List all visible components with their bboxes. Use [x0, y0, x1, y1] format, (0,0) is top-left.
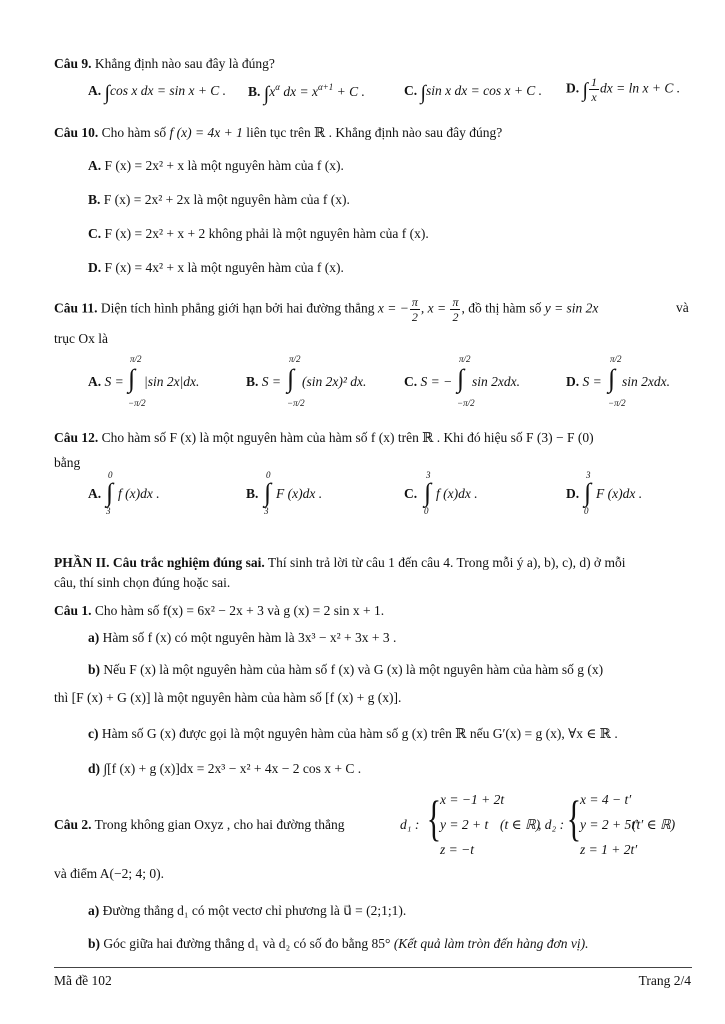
q10-stem: Câu 10. Cho hàm số f (x) = 4x + 1 liên tục trên ℝ . Khẳng định nào sau đây đúng?: [54, 125, 503, 140]
part2-instructions: PHẦN II. Câu trắc nghiệm đúng sai. Thí sinh trả lời từ câu 1 đến câu 4. Trong mỗi ý a), b), c), d) ở mỗi: [54, 555, 626, 570]
q11-d-body: sin 2xdx.: [622, 374, 670, 389]
p2-d1-y: y = 2 + t: [440, 817, 489, 832]
p2-d2-brace: {: [566, 790, 582, 846]
p2-d1-label: d₁ :: [400, 817, 420, 832]
p2-d2-y: y = 2 + 5t′: [580, 817, 638, 832]
q9-option-c: C. ∫sin x dx = cos x + C .: [404, 82, 543, 104]
q11-stem: Câu 11. Diện tích hình phẳng giới hạn bởi hai đường thẳng x = − $\frac{\pi}{2}$ , x = $\frac{\pi}{2}$ , đồ thị hàm số y = sin 2x: [54, 295, 599, 324]
q12-d-integral-icon: ∫: [584, 478, 592, 507]
q11-b-body: (sin 2x)² dx.: [302, 374, 367, 389]
q12-stem: Câu 12. Cho hàm số F (x) là một nguyên hàm của hàm số f (x) trên ℝ . Khi đó hiệu số F (3) − F (0): [54, 430, 594, 445]
q12-option-d: D.: [566, 486, 580, 501]
part2-instructions-line2: câu, thí sinh chọn đúng hoặc sai.: [54, 575, 231, 590]
q11-b-integral-icon: ∫: [287, 364, 295, 393]
q12-b-integral-icon: ∫: [264, 478, 272, 507]
q11-d-lower: −π/2: [608, 398, 626, 408]
q12-option-a: A.: [88, 486, 102, 501]
q11-c-integral-icon: ∫: [457, 364, 465, 393]
q12-c-body: f (x)dx .: [436, 486, 478, 501]
q12-c-lower: 0: [424, 506, 429, 516]
q11-option-c: C. S = −: [404, 374, 453, 389]
p2-point: và điểm A(−2; 4; 0).: [54, 866, 164, 881]
q11-c-upper: π/2: [459, 354, 471, 364]
q11-a-upper: π/2: [130, 354, 142, 364]
q12-a-lower: 3: [106, 506, 111, 516]
q11-a-lower: −π/2: [128, 398, 146, 408]
p2-d1-z: z = −t: [440, 842, 474, 857]
q11-option-b: B. S =: [246, 374, 282, 389]
exam-code: Mã đề 102: [54, 973, 112, 988]
q11-option-d: D. S =: [566, 374, 602, 389]
p2-item-a: a) Đường thẳng d₁ có một vectơ chỉ phương là u⃗ = (2;1;1).: [88, 903, 407, 918]
p1-item-b-line2: thì [F (x) + G (x)] là một nguyên hàm của hàm số [f (x) + g (x)].: [54, 690, 402, 705]
q9-option-b: B. $\int x^\alpha$ dx = $x^{\alpha+1} + C$ .: [248, 82, 365, 105]
q12-b-upper: 0: [266, 470, 271, 480]
p1-item-b: b) Nếu F (x) là một nguyên hàm của hàm số f (x) và G (x) là một nguyên hàm của hàm số g (x): [88, 662, 604, 677]
p1-item-c: c) Hàm số G (x) được gọi là một nguyên hàm của hàm số g (x) trên ℝ nếu G′(x) = g (x), ∀x ∈ ℝ .: [88, 726, 618, 741]
q12-b-body: F (x)dx .: [276, 486, 323, 501]
p2-item-b: b) Góc giữa hai đường thẳng d₁ và d₂ có số đo bằng 85° (Kết quả làm tròn đến hàng đơn vị).: [88, 936, 589, 951]
q11-b-upper: π/2: [289, 354, 301, 364]
q11-c-lower: −π/2: [457, 398, 475, 408]
q12-d-body: F (x)dx .: [596, 486, 643, 501]
q10-option-c: C. F (x) = 2x² + x + 2 không phải là một nguyên hàm của f (x).: [88, 226, 429, 241]
p2-d1-param: (t ∈ ℝ): [500, 817, 541, 832]
q12-c-integral-icon: ∫: [424, 478, 432, 507]
q12-option-c: C.: [404, 486, 418, 501]
q10-option-d: D. F (x) = 4x² + x là một nguyên hàm của f (x).: [88, 260, 344, 275]
p1-item-a: a) Hàm số f (x) có một nguyên hàm là 3x³ − x² + 3x + 3 .: [88, 630, 397, 645]
p2-d1-brace: {: [426, 790, 442, 846]
q11-d-upper: π/2: [610, 354, 622, 364]
q12-option-b: B.: [246, 486, 259, 501]
page-number: Trang 2/4: [638, 973, 691, 988]
q12-d-lower: 0: [584, 506, 589, 516]
p2-d2-z: z = 1 + 2t′: [580, 842, 638, 857]
p1-stem: Câu 1. Cho hàm số f(x) = 6x² − 2x + 3 và g (x) = 2 sin x + 1.: [54, 603, 385, 618]
p2-stem: Câu 2. Trong không gian Oxyz , cho hai đường thẳng: [54, 817, 345, 832]
q9-option-a: A. ∫cos x dx = sin x + C .: [88, 82, 227, 104]
q12-stem-line2: bằng: [54, 455, 81, 470]
q11-a-body: |sin 2x|dx.: [144, 374, 200, 389]
footer-divider: [54, 967, 692, 968]
q11-stem-line2: trục Ox là: [54, 331, 108, 346]
q9-option-d: D. ∫ $\frac{1}{x}$ dx = ln x + C .: [566, 75, 681, 104]
q12-c-upper: 3: [426, 470, 431, 480]
q11-c-body: sin 2xdx.: [472, 374, 520, 389]
q11-b-lower: −π/2: [287, 398, 305, 408]
q9-stem: Câu 9. Khẳng định nào sau đây là đúng?: [54, 56, 275, 71]
p1-item-d: d) ∫[f (x) + g (x)]dx = 2x³ − x² + 4x − 2 cos x + C .: [88, 761, 362, 776]
q11-stem-va: và: [676, 300, 689, 315]
q12-a-body: f (x)dx .: [118, 486, 160, 501]
q11-a-integral-icon: ∫: [128, 364, 136, 393]
q10-option-b: B. F (x) = 2x² + 2x là một nguyên hàm của f (x).: [88, 192, 350, 207]
q12-a-integral-icon: ∫: [106, 478, 114, 507]
q10-option-a: A. F (x) = 2x² + x là một nguyên hàm của f (x).: [88, 158, 344, 173]
q11-option-a: A. S =: [88, 374, 124, 389]
q11-d-integral-icon: ∫: [608, 364, 616, 393]
p2-d2-label: , d₂ :: [538, 817, 565, 832]
q12-a-upper: 0: [108, 470, 113, 480]
q12-d-upper: 3: [586, 470, 591, 480]
p2-d2-param: (t′ ∈ ℝ): [632, 817, 676, 832]
p2-d1-x: x = −1 + 2t: [440, 792, 505, 807]
p2-d2-x: x = 4 − t′: [580, 792, 632, 807]
q12-b-lower: 3: [264, 506, 269, 516]
